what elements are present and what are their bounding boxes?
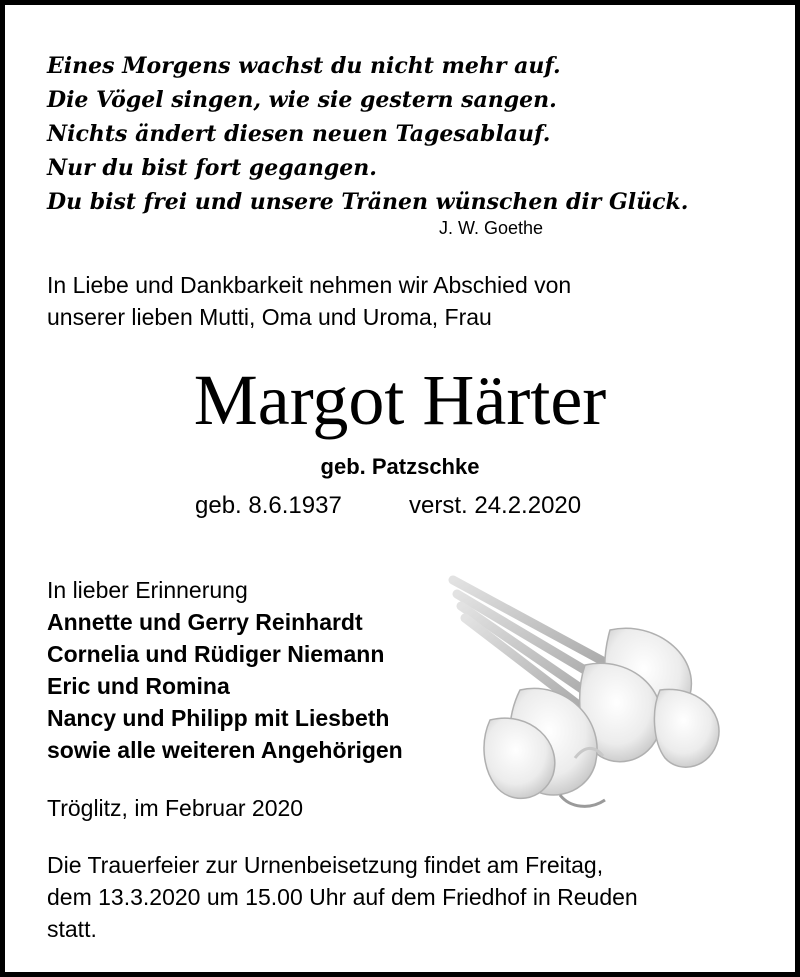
lily-blossoms: [484, 628, 719, 798]
calla-lily-image: [435, 570, 735, 815]
mourner-name: Eric und Romina: [47, 673, 230, 699]
death-date: verst. 24.2.2020: [409, 492, 582, 519]
mourner-name: Cornelia und Rüdiger Niemann: [47, 641, 385, 667]
poem-line: Die Vögel singen, wie sie gestern sangen.: [47, 87, 557, 113]
mourner-name: Annette und Gerry Reinhardt: [47, 609, 363, 635]
deceased-name: Margot Härter: [193, 360, 607, 440]
funeral-info-line: dem 13.3.2020 um 15.00 Uhr auf dem Friedhof in Reuden: [47, 884, 638, 910]
funeral-info-line: statt.: [47, 916, 97, 942]
lily-stem-curl: [560, 795, 605, 806]
mourner-name: Nancy und Philipp mit Liesbeth: [47, 705, 390, 731]
poem-line: Nichts ändert diesen neuen Tagesablauf.: [47, 121, 551, 147]
intro-line: unserer lieben Mutti, Oma und Uroma, Frau: [47, 304, 492, 330]
place-date: Tröglitz, im Februar 2020: [47, 795, 304, 821]
intro-line: In Liebe und Dankbarkeit nehmen wir Abschied von: [47, 272, 572, 298]
funeral-info-line: Die Trauerfeier zur Urnenbeisetzung findet am Freitag,: [47, 852, 604, 878]
mourners-heading: In lieber Erinnerung: [47, 577, 248, 603]
birth-date: geb. 8.6.1937: [195, 492, 342, 519]
mourner-name: sowie alle weiteren Angehörigen: [47, 737, 403, 763]
poem-author: J. W. Goethe: [439, 218, 544, 238]
poem-line: Du bist frei und unsere Tränen wünschen dir Glück.: [47, 189, 689, 215]
maiden-name: geb. Patzschke: [320, 454, 480, 479]
poem-line: Eines Morgens wachst du nicht mehr auf.: [47, 53, 561, 79]
poem-line: Nur du bist fort gegangen.: [47, 155, 377, 181]
